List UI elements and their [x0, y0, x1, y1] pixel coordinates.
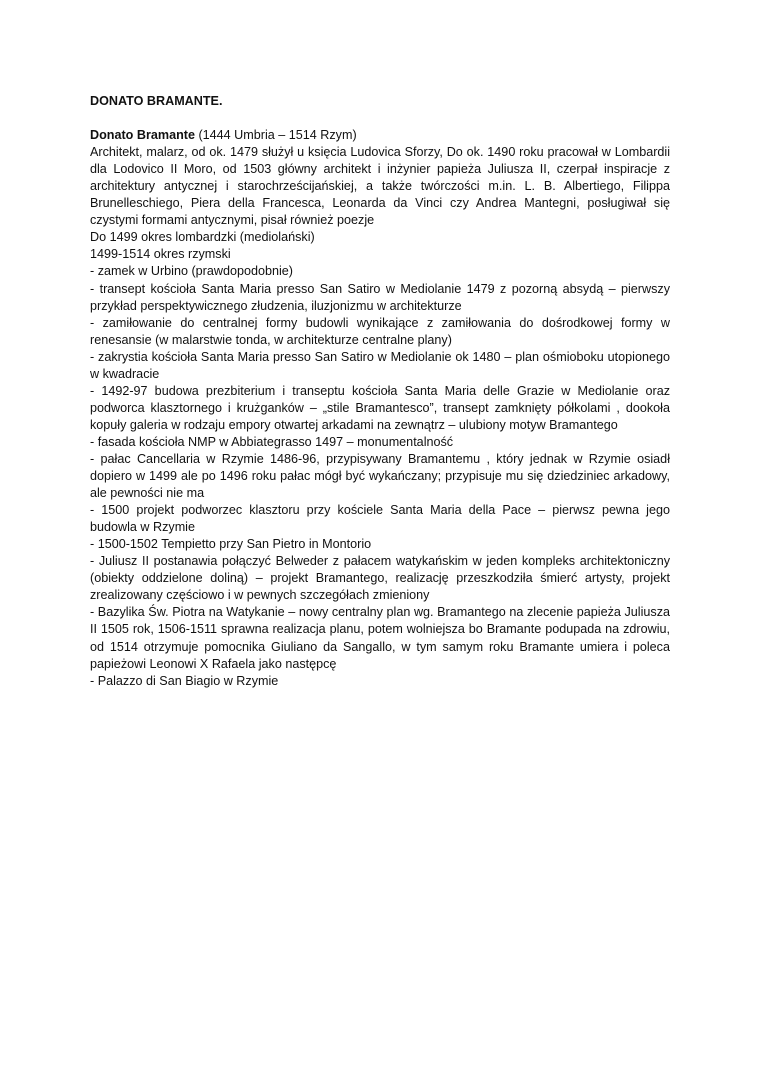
list-item: - 1492-97 budowa prezbiterium i transeptu kościoła Santa Maria delle Grazie w Mediolanie oraz podworca klasztornego i krużganków – „stile Bramantesco”, transept zamknięty półkolami , dookoła kopuły galeria w rodzaju empory otwartej arkadami na zewnątrz – ulubiony motyw Bramantego — [90, 383, 670, 432]
list-item: - zakrystia kościoła Santa Maria presso San Satiro w Mediolanie ok 1480 – plan ośmioboku utopionego w kwadracie — [90, 349, 670, 381]
list-item: - pałac Cancellaria w Rzymie 1486-96, przypisywany Bramantemu , który jednak w Rzymie osiadł dopiero w 1499 ale po 1496 roku pałac mógł być wykańczany; przypisuje mu się dziedziniec arkadowy, ale pewności nie ma — [90, 451, 670, 501]
document-title: DONATO BRAMANTE. — [90, 94, 223, 108]
list-item: - Juliusz II postanawia połączyć Belweder z pałacem watykańskim w jeden kompleks architektoniczny (obiekty oddzielone doliną) – projekt Bramantego, realizację przeszkodziła śmierć artysty, projekt zrealizowany częściowo i w pewnych szczegółach zmieniony — [90, 554, 670, 603]
period-lombard: Do 1499 okres lombardzki (mediolański) — [90, 230, 315, 245]
intro-dates: (1444 Umbria – 1514 Rzym) — [194, 128, 357, 143]
list-item: - zamek w Urbino (prawdopodobnie) — [90, 264, 293, 279]
period-roman: 1499-1514 okres rzymski — [90, 247, 231, 262]
list-item: - 1500 projekt podworzec klasztoru przy kościele Santa Maria della Pace – pierwsz pewna jego budowla w Rzymie — [90, 503, 670, 535]
intro-name: Donato Bramante — [90, 128, 195, 143]
list-item: - fasada kościoła NMP w Abbiategrasso 1497 – monumentalność — [90, 434, 454, 449]
list-item: - Bazylika Św. Piotra na Watykanie – nowy centralny plan wg. Bramantego na zlecenie papieża Juliusza II 1505 rok, 1506-1511 sprawna realizacja planu, potem wolniejsza bo Bramante podupada na zdrowiu, od 1514 otrzymuje pomocnika Giuliano da Sangallo, w tym samym roku Bramante umiera i poleca papieżowi Leonowi X Rafaela jako następcę — [90, 605, 670, 671]
blank-line — [90, 110, 670, 127]
document-body — [90, 93, 670, 690]
list-item: - 1500-1502 Tempietto przy San Pietro in Montorio — [90, 537, 372, 552]
intro-paragraph: Architekt, malarz, od ok. 1479 służył u księcia Ludovica Sforzy, Do ok. 1490 roku pracował w Lombardii dla Lodovico II Moro, od 1503 główny architekt i inżynier papieża Juliusza II, czerpał inspiracje z architektury antycznej i starochrześcijańskiej, a także twórczości m.in. L. B. Albertiego, Filippa Brunelleschiego, Piera della Francesca, Leonarda da Vinci czy Andrea Mantegni, posługiwał się czystymi formami antycznymi, pisał również poezje — [90, 145, 670, 228]
list-item: - zamiłowanie do centralnej formy budowli wynikające z zamiłowania do dośrodkowej formy w renesansie (w malarstwie tonda, w architekturze centralne plany) — [90, 315, 670, 347]
intro-heading — [90, 127, 670, 144]
list-item: - transept kościoła Santa Maria presso San Satiro w Mediolanie 1479 z pozorną absydą – pierwszy przykład perspektywicznego złudzenia, iluzjonizmu w architekturze — [90, 281, 670, 313]
list-item: - Palazzo di San Biagio w Rzymie — [90, 673, 279, 688]
